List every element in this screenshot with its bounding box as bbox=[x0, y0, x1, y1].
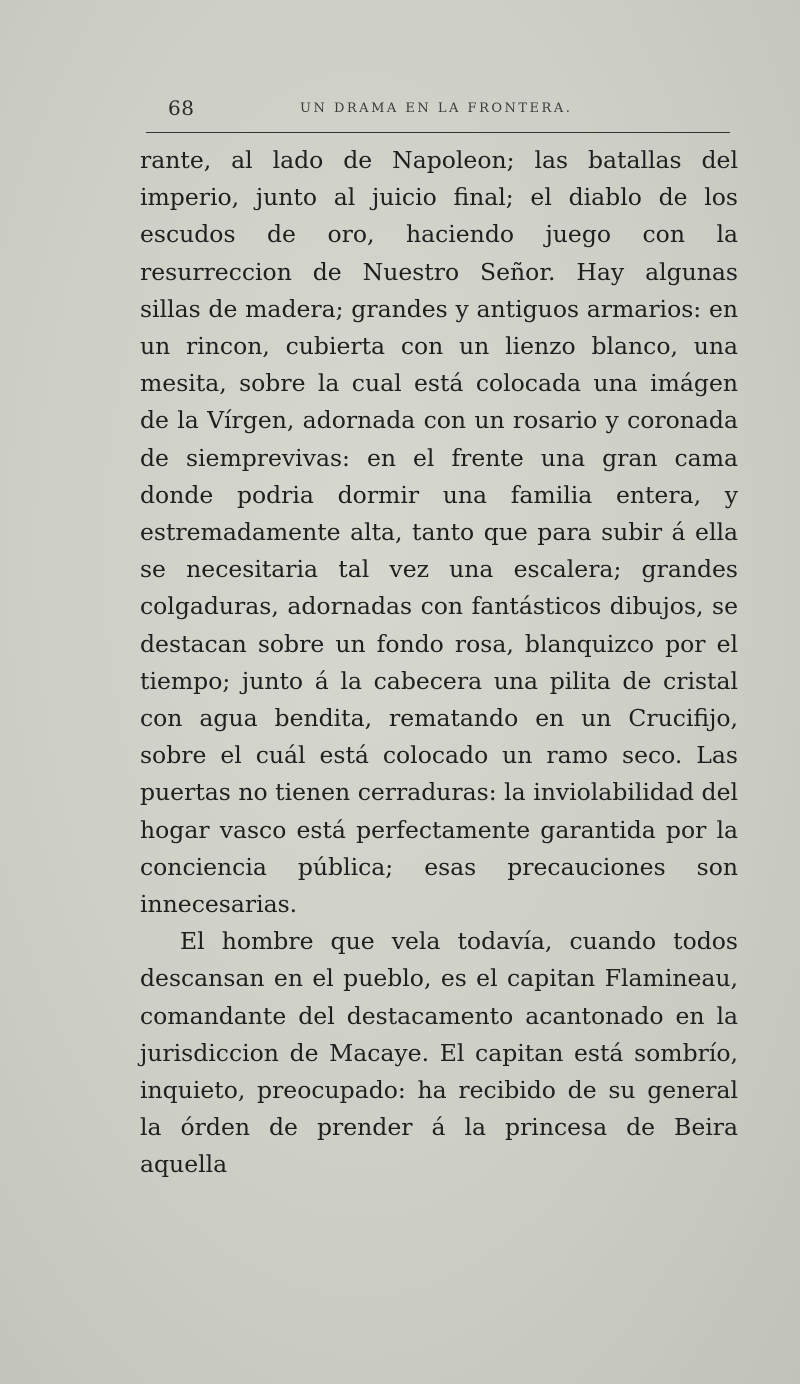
page-number: 68 bbox=[168, 96, 195, 120]
running-title: UN DRAMA EN LA FRONTERA. bbox=[300, 101, 573, 116]
paragraph-2: El hombre que vela todavía, cuando todos descansan en el pueblo, es el capitan Flamineau, comandante del destacamento acantonado en la jurisdiccion de Macaye. El capitan está sombrío, inquieto, preocupado: ha recibido de su general la órden de prender á la princesa de Beira aquella bbox=[140, 927, 738, 1179]
paragraph-1: rante, al lado de Napoleon; las batallas del imperio, junto al juicio final; el diablo de los escudos de oro, haciendo juego con la resurreccion de Nuestro Señor. Hay algunas sillas de madera; grandes y antiguos armarios: en un rincon, cubierta con un lienzo blanco, una mesita, sobre la cual está colocada una imágen de la Vírgen, adornada con un rosario y coronada de siemprevivas: en el frente una gran cama donde podria dormir una familia entera, y estremadamente alta, tanto que para subir á ella se necesitaria tal vez una escalera; grandes colgaduras, adornadas con fantásticos dibujos, se destacan sobre un fondo rosa, blanquizco por el tiempo; junto á la cabecera una pilita de cristal con agua bendita, rematando en un Crucifijo, sobre el cuál está colocado un ramo seco. Las puertas no tienen cerraduras: la inviolabilidad del hogar vasco está perfectamente garantida por la conciencia pública; esas precauciones son innecesarias. bbox=[140, 146, 738, 919]
page-header bbox=[140, 92, 740, 122]
body-text bbox=[140, 142, 738, 1184]
header-rule bbox=[146, 132, 730, 133]
